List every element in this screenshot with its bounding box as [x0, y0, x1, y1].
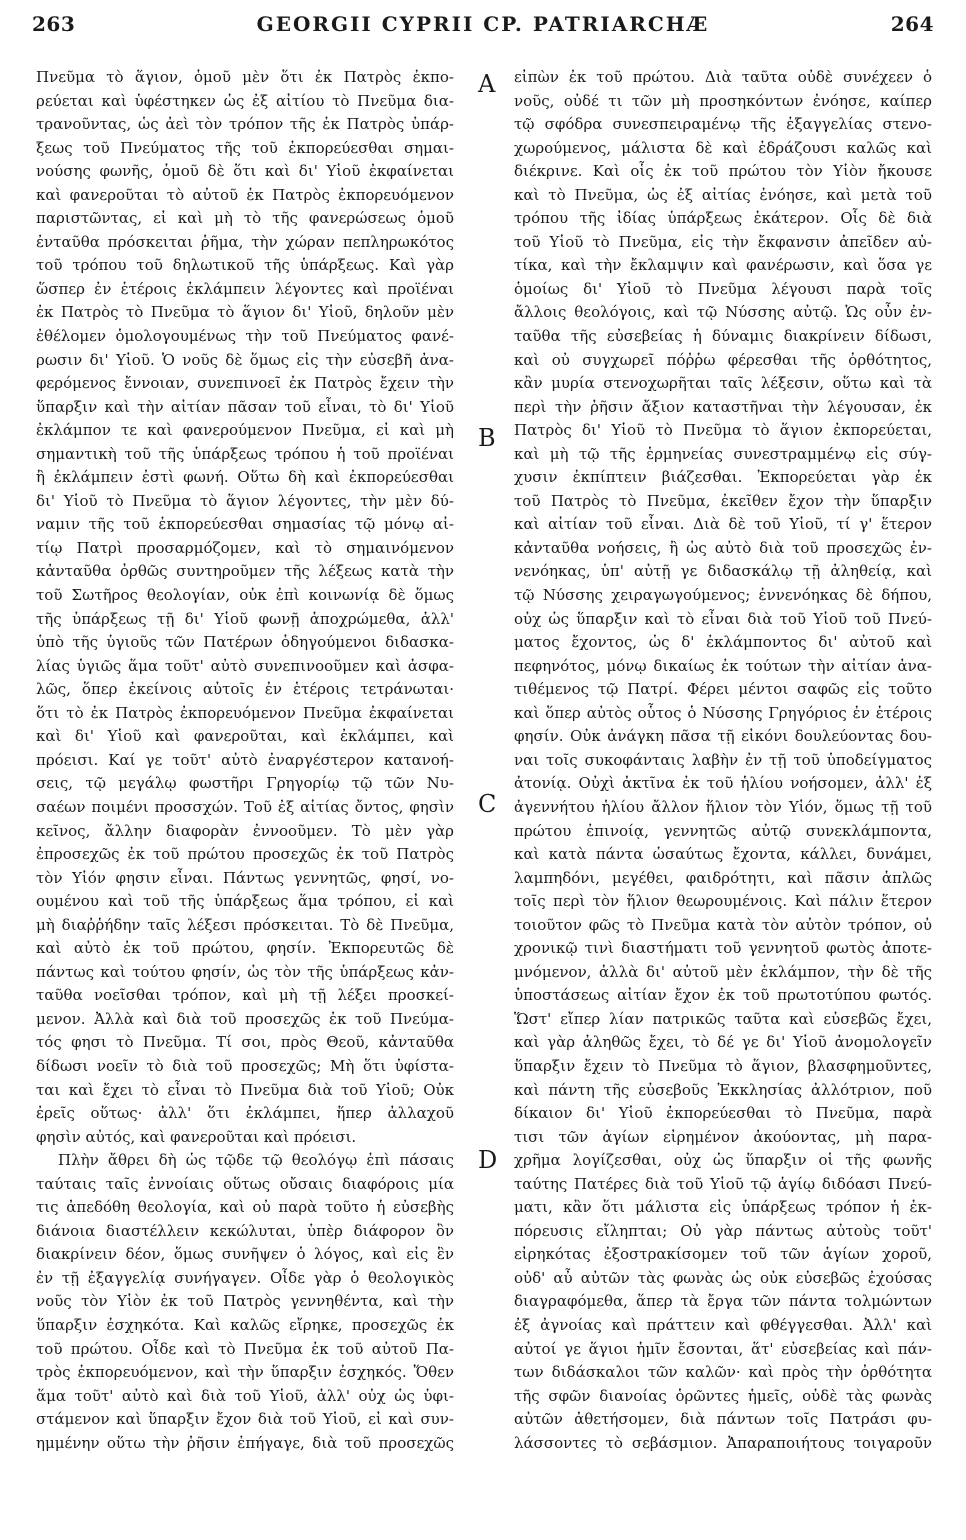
text-line: καὶ αὐτὸ ἐκ τοῦ πρώτου, φησίν. Ἐκπορευτῶς δὲ	[36, 939, 454, 958]
text-line: ἄλλοις θεολόγοις, καὶ τῷ Νύσσης αὐτῷ. Ὡς οὖν ἐν-	[514, 303, 932, 322]
text-line: τοῖς περὶ τὸν ἥλιον θεωρουμένοις. Καὶ πάλιν ἕτερον	[514, 892, 932, 911]
text-line: καὶ γὰρ ἀληθῶς ἔχει, τὸ δέ γε δι' Υἱοῦ ἀνομολογεῖν	[514, 1033, 932, 1052]
text-line: νενόηκας, ὑπ' αὐτῇ γε διδασκάλῳ τῇ ἀληθείᾳ, καὶ	[514, 562, 932, 581]
text-line: Πατρὸς δι' Υἱοῦ τὸ Πνεῦμα τὸ ἅγιον ἐκπορεύεται,	[514, 421, 932, 440]
text-line: ὁμοίως δι' Υἱοῦ τὸ Πνεῦμα λέγουσι παρὰ τοῖς	[514, 279, 932, 298]
text-line: ἐρεῖς οὕτως· ἀλλ' ὅτι ἐκλάμπει, ἥπερ ἀλλαχοῦ	[36, 1104, 454, 1123]
text-line: δίδωσι νοεῖν τὸ διὰ τοῦ προσεχῶς; Μὴ ὅτι ὑφίστα-	[36, 1056, 454, 1075]
text-line: νούσης φωνῆς, ὁμοῦ δὲ ὅτι καὶ δι' Υἱοῦ ἐκφαίνεται	[36, 162, 454, 181]
text-line: Ὥστ' εἴπερ λίαν πατρικῶς ταῦτα καὶ εὐσεβῶς ἔχει,	[514, 1009, 932, 1028]
text-line: ἐκλάμπον τε καὶ φανερούμενον Πνεῦμα, εἰ καὶ μὴ	[36, 421, 454, 440]
right-column	[514, 66, 932, 1455]
text-line: τρὸς ἐκπορευόμενον, καὶ τὴν ὕπαρξιν ἐσχηκός. Ὅθεν	[36, 1363, 454, 1382]
text-line: καὶ μὴ τῷ τῆς ἑρμηνείας συνεστραμμένῳ εἰς σύγ-	[514, 444, 932, 463]
text-line: χρῆμα λογίζεσθαι, οὐχ ὡς ὕπαρξιν οἱ τῆς φωνῆς	[514, 1151, 932, 1170]
text-line: ματος ἔχοντος, ὡς δ' ἐκλάμποντος δι' αὐτοῦ καὶ	[514, 633, 932, 652]
text-line: τίκα, καὶ τὴν ἔκλαμψιν καὶ φανέρωσιν, καὶ ὅσα γε	[514, 256, 932, 275]
text-line: κἀνταῦθα ὀρθῶς συντηροῦμεν τῆς λέξεως κατὰ τὴν	[36, 562, 454, 581]
text-line: Πλὴν ἄθρει δὴ ὡς τῷδε τῷ θεολόγῳ ἐπὶ πάσαις	[58, 1151, 454, 1170]
text-line: τιθέμενος τῷ Πατρί. Φέρει μέντοι σαφῶς εἰς τοῦτο	[514, 680, 932, 699]
text-line: ἀτονίᾳ. Οὐχὶ ἀκτῖνα ἐκ τοῦ ἡλίου νοήσομεν, ἀλλ' ἐξ	[514, 774, 932, 793]
page-number-right: 264	[890, 12, 934, 36]
text-line: κεῖνος, ἄλλην διαφορὰν ἐννοοῦμεν. Τὸ μὲν γὰρ	[36, 821, 454, 840]
text-line: τῆς σφῶν διανοίας ὁρῶντες ἡμεῖς, οὐδὲ τὰς φωνὰς	[514, 1386, 932, 1405]
text-line: μὴ διαῤῥήδην ταῖς λέξεσι πρόσκειται. Τὸ δὲ Πνεῦμα,	[36, 915, 454, 934]
text-line: ουμένου καὶ τοῦ τῆς ὑπάρξεως ἅμα τρόπου, εἰ καὶ	[36, 892, 454, 911]
text-line: κἀνταῦθα νοήσεις, ἢ ὡς αὐτὸ διὰ τοῦ προσεχῶς ἐν-	[514, 538, 932, 557]
text-line: σαέων ποιμένι προσσχών. Τοῦ ἐξ αἰτίας ὄντος, φησὶν	[36, 797, 454, 816]
text-line: τῷ Νύσσης χειραγωγούμενος; ἐννενόηκας δὲ δήπου,	[514, 586, 932, 605]
text-line: τῷ σφόδρα συνεσπειραμένῳ τῆς ἐξαγγελίας στενο-	[514, 115, 932, 134]
page-header	[32, 12, 934, 42]
text-line: στάμενον καὶ ὕπαρξιν ἔχον διὰ τοῦ Υἱοῦ, εἰ καὶ συν-	[36, 1410, 454, 1429]
text-line: δίκαιον δι' Υἱοῦ ἐκπορεύεσθαι τὸ Πνεῦμα, παρὰ	[514, 1104, 932, 1123]
text-line: ἐθέλομεν ὁμολογουμένως τὴν τοῦ Πνεύματος φανέ-	[36, 327, 454, 346]
text-line: νοῦς τὸν Υἱὸν ἐκ τοῦ Πατρὸς γεννηθέντα, καὶ τὴν	[36, 1292, 454, 1311]
text-line: αὐτῶν ἀθετήσομεν, διὰ πάντων τοῖς Πατράσι φυ-	[514, 1410, 932, 1429]
text-line: ται καὶ ἔχει τὸ εἶναι τὸ Πνεῦμα διὰ τοῦ Υἱοῦ; Οὐκ	[36, 1080, 454, 1099]
text-line: εἰρηκότας ἐξοστρακίσομεν τοῦ τῶν ἁγίων χοροῦ,	[514, 1245, 932, 1264]
text-line: ὥσπερ ἐν ἑτέροις ἐκλάμπειν λέγοντες καὶ προϊέναι	[36, 279, 454, 298]
text-line: ἐνταῦθα πρόσκειται ῥῆμα, τὴν χώραν πεπληρωκότος	[36, 232, 454, 251]
text-line: ὑπὸ τῆς ὑγιοῦς τῶν Πατέρων ὁδηγούμενοι διδασκα-	[36, 633, 454, 652]
text-line: τὸν Υἱόν φησιν εἶναι. Πάντως γεννητῶς, φησί, νο-	[36, 868, 454, 887]
text-line: πόρευσις εἴληπται; Οὐ γὰρ πάντως αὐτοὺς τοῦτ'	[514, 1221, 932, 1240]
text-line: ὕπαρξιν καὶ τὴν αἰτίαν πᾶσαν τοῦ εἶναι, τὸ δι' Υἱοῦ	[36, 397, 454, 416]
text-line: τοῦ τρόπου τοῦ δηλωτικοῦ τῆς ὑπάρξεως. Καὶ γὰρ	[36, 256, 454, 275]
text-line: χωρούμενος, μάλιστα δὲ καὶ ἐδράζουσι καλῶς καὶ	[514, 138, 932, 157]
text-line: λαμπηδόνι, μεγέθει, φαιδρότητι, καὶ πᾶσιν ἁπλῶς	[514, 868, 932, 887]
text-line: τρανοῦντας, ὡς ἀεὶ τὸν τρόπον τῆς ἐκ Πατρὸς ὑπάρ-	[36, 115, 454, 134]
page-number-left: 263	[32, 12, 76, 36]
text-line: διαγραφόμεθα, ἅπερ τὰ ἔργα τῶν πάντα τολμώντων	[514, 1292, 932, 1311]
text-line: τοῦ πρώτου. Οἶδε καὶ τὸ Πνεῦμα ἐκ τοῦ αὐτοῦ Πα-	[36, 1339, 454, 1358]
text-line: σημαντικὴ τοῦ τῆς ὑπάρξεως τρόπου ἡ τοῦ προϊέναι	[36, 444, 454, 463]
text-line: λῶς, ὅπερ ἐκείνοις αὐτοῖς ἐν ἑτέροις τετράνωται·	[36, 680, 454, 699]
section-marker-c: C	[478, 790, 497, 818]
text-line: δι' Υἱοῦ τὸ Πνεῦμα τὸ ἅγιον λέγοντες, τὴν μὲν δύ-	[36, 491, 454, 510]
text-line: διάνοια διαστέλλειν κεκώλυται, ὑπὲρ διάφορον ὂν	[36, 1221, 454, 1240]
text-line: καὶ δι' Υἱοῦ καὶ φανεροῦται, καὶ ἐκλάμπει, καὶ	[36, 727, 454, 746]
text-line: ματι, κἂν ὅτι μάλιστα εἰς ὑπάρξεως τρόπον ἡ ἐκ-	[514, 1198, 932, 1217]
text-line: ἀγεννήτου ἡλίου ἄλλον ἥλιον τὸν Υἱόν, ὅμως τῇ τοῦ	[514, 797, 932, 816]
text-line: ταῦθα τῆς εὐσεβείας ἡ δύναμις διακρίνειν δίδωσι,	[514, 327, 932, 346]
section-marker-a: A	[478, 70, 496, 98]
text-line: νοῦς, οὐδέ τι τῶν μὴ προσηκόντων ἐνόησε, καίπερ	[514, 91, 932, 110]
text-line: Πνεῦμα τὸ ἅγιον, ὁμοῦ μὲν ὅτι ἐκ Πατρὸς ἐκπο-	[36, 68, 454, 86]
section-marker-b: B	[478, 424, 496, 452]
text-line: διέκρινε. Καὶ οἷς ἐκ τοῦ πρώτου τὸν Υἱὸν ἤκουσε	[514, 162, 932, 181]
text-line: των διδάσκαλοι τῶν καλῶν· καὶ πρὸς τὴν ὀρθότητα	[514, 1363, 932, 1382]
text-line: πεφηνότος, μόνῳ δικαίως ἐκ τούτων τὴν αἰτίαν ἀνα-	[514, 656, 932, 675]
text-line: σεις, τῷ μεγάλῳ φωστῆρι Γρηγορίῳ τῷ τῶν Νυ-	[36, 774, 454, 793]
text-line: αὐτοί γε ἅγιοι ἡμῖν ἔσονται, ἅτ' εὐσεβείας καὶ πάν-	[514, 1339, 932, 1358]
text-line: καὶ τὸ Πνεῦμα, ὡς ἐξ αἰτίας ἐνόησε, καὶ μετὰ τοῦ	[514, 185, 932, 204]
section-marker-d: D	[478, 1146, 498, 1174]
text-line: τοῦ Σωτῆρος θεολογίαν, οὐκ ἐπὶ κοινωνίᾳ δὲ ὅμως	[36, 586, 454, 605]
text-line: οὐδ' αὖ αὐτῶν τὰς φωνὰς ὡς οὐκ εὐσεβῶς ἐχούσας	[514, 1268, 932, 1287]
text-line: καὶ ὅπερ αὐτὸς οὗτος ὁ Νύσσης Γρηγόριος ἐν ἑτέροις	[514, 703, 932, 722]
text-line: τοῦ Πατρὸς τὸ Πνεῦμα, ἐκεῖθεν ἔχον τὴν ὕπαρξιν	[514, 491, 932, 510]
text-line: ἢ ἐκλάμπειν ἐστὶ φωνή. Οὕτω δὴ καὶ ἐκπορεύεσθαι	[36, 468, 454, 487]
text-line: ταύταις ταῖς ἐννοίαις οὕτως οὔσαις διαφόροις μία	[36, 1174, 454, 1193]
text-line: οὐχ ὡς ὕπαρξιν καὶ τὸ εἶναι διὰ τοῦ Υἱοῦ τοῦ Πνεύ-	[514, 609, 932, 628]
text-line: διακρίνειν δέον, ὅμως συνῆψεν ὁ λόγος, καὶ εἰς ἓν	[36, 1245, 454, 1264]
text-line: περὶ τὴν ῥῆσιν ἄξιον καταστῆναι τὴν λέγουσαν, ἐκ	[514, 397, 932, 416]
text-line: ἐκ Πατρὸς τὸ Πνεῦμα τὸ ἅγιον δι' Υἱοῦ, δηλοῦν μὲν	[36, 303, 454, 322]
text-line: κἂν μυρία στενοχωρῆται ταῖς λέξεσιν, οὕτω καὶ τὰ	[514, 374, 932, 393]
text-line: ναμιν τῆς τοῦ ἐκπορεύεσθαι σημασίας τῷ μόνῳ αἰ-	[36, 515, 454, 534]
text-line: φησὶν αὐτός, καὶ φανεροῦται καὶ πρόεισι.	[36, 1127, 357, 1146]
text-line: χυσιν ἐκπίπτειν βιάζεσθαι. Ἐκπορεύεται γὰρ ἐκ	[514, 468, 932, 487]
text-line: καὶ κατὰ πάντα ὡσαύτως ἔχοντα, κάλλει, δυνάμει,	[514, 845, 932, 864]
text-line: φερόμενος ἔννοιαν, συνεπινοεῖ ἐκ Πατρὸς ἔχειν τὴν	[36, 374, 454, 393]
text-line: ναι τοῖς συκοφάνταις λαβὴν ἐν τῇ τοῦ ὑποδείγματος	[514, 750, 932, 769]
text-line: εἰπὼν ἐκ τοῦ πρώτου. Διὰ ταῦτα οὐδὲ συνέχεεν ὁ	[514, 68, 932, 86]
text-line: ὅτι τὸ ἐκ Πατρὸς ἐκπορευόμενον Πνεῦμα ἐκφαίνεται	[36, 703, 454, 722]
text-line: ημμένην οὕτω τὴν ῥῆσιν ἐπήγαγε, διὰ τοῦ προσεχῶς	[36, 1433, 454, 1452]
text-line: ρωσιν δι' Υἱοῦ. Ὁ νοῦς δὲ ὅμως εἰς τὴν εὐσεβῆ ἀνα-	[36, 350, 454, 369]
text-line: τις ἀπεδόθη θεολογία, καὶ οὐ παρὰ τοῦτο ἡ εὐσεβὴς	[36, 1198, 454, 1217]
text-line: ὕπαρξιν ἔχειν τὸ Πνεῦμα τὸ ἅγιον, βλασφημοῦντες,	[514, 1056, 932, 1075]
text-line: ἐν τῇ ἐξαγγελίᾳ συνήγαγεν. Οἶδε γὰρ ὁ θεολογικὸς	[36, 1268, 454, 1287]
text-line: ἐξ ἀγνοίας καὶ πράττειν καὶ φθέγγεσθαι. Ἀλλ' καὶ	[514, 1315, 932, 1334]
text-line: ὑποστάσεως αἰτίαν ἔχον ἐκ τοῦ πρωτοτύπου φωτός.	[514, 986, 932, 1005]
text-line: τοιοῦτον φῶς τὸ Πνεῦμα κατὰ τὸν αὐτὸν τρόπον, οὐ	[514, 915, 932, 934]
text-line: μνόμενον, ἀλλὰ δι' αὐτοῦ μὲν ἐκλάμπον, τὴν δὲ τῆς	[514, 962, 932, 981]
text-line: τῆς ὑπάρξεως τῇ δι' Υἱοῦ φωνῇ ἀποχρώμεθα, ἀλλ'	[36, 609, 454, 628]
text-line: χρονικῷ τινὶ διαστήματι τοῦ γεννητοῦ φωτὸς ἀποτε-	[514, 939, 932, 958]
text-line: καὶ οὐ συγχωρεῖ πόῤῥω φέρεσθαι τῆς ὀρθότητος,	[514, 350, 932, 369]
text-line: φησίν. Οὐκ ἀνάγκη πᾶσα τῇ εἰκόνι δουλεύοντας δου-	[514, 727, 932, 746]
text-line: ἐπροσεχῶς ἐκ τοῦ πρώτου προσεχῶς ἐκ τοῦ Πατρὸς	[36, 845, 454, 864]
running-title: GEORGII CYPRII CP. PATRIARCHÆ	[256, 12, 710, 36]
text-line: πάντως καὶ τούτου φησίν, ὡς τὸν τῆς ὑπάρξεως κἀν-	[36, 962, 454, 981]
left-column	[36, 66, 454, 1455]
text-line: λίας ὑγιῶς ἅμα τοῦτ' αὐτὸ συνεπινοοῦμεν καὶ ἀσφα-	[36, 656, 454, 675]
text-line: πρόεισι. Καί γε τοῦτ' αὐτὸ ἐναργέστερον κατανοή-	[36, 750, 454, 769]
text-line: τρόπου τῆς ἰδίας ὑπάρξεως ἑκάτερον. Οἷς δὲ διὰ	[514, 209, 932, 228]
text-line: ταύτης Πατέρες διὰ τοῦ Υἱοῦ τῷ ἁγίῳ διδόασι Πνεύ-	[514, 1174, 932, 1193]
text-line: ὕπαρξιν ἐσχηκότα. Καὶ καλῶς εἴρηκε, προσεχῶς ἐκ	[36, 1315, 454, 1334]
text-line: ξεως τοῦ Πνεύματος τῆς τοῦ ἐκπορεύεσθαι σημαι-	[36, 138, 454, 157]
text-line: ἅμα τοῦτ' αὐτὸ καὶ διὰ τοῦ Υἱοῦ, ἀλλ' οὐχ ὡς ὑφι-	[36, 1386, 454, 1405]
text-line: καὶ αἰτίαν τοῦ εἶναι. Διὰ δὲ τοῦ Υἱοῦ, τί γ' ἕτερον	[514, 515, 932, 534]
text-line: τίῳ Πατρὶ προσαρμόζομεν, καὶ τὸ σημαινόμενον	[36, 538, 454, 557]
text-line: πρώτου ἐπινοίᾳ, γεννητῶς αὐτῷ συνεκλάμποντα,	[514, 821, 932, 840]
text-line: παριστῶντας, εἰ καὶ μὴ τὸ τῆς φανερώσεως ὁμοῦ	[36, 209, 454, 228]
text-line: τός φησι τὸ Πνεῦμα. Τί σοι, πρὸς Θεοῦ, κἀνταῦθα	[36, 1033, 454, 1052]
text-line: ρεύεται καὶ ὑφέστηκεν ὡς ἐξ αἰτίου τὸ Πνεῦμα δια-	[36, 91, 454, 110]
text-line: λάσσοντες τὸ σεβάσμιον. Ἀπαραποιήτους τοιγαροῦν	[514, 1433, 932, 1452]
text-line: μενον. Ἀλλὰ καὶ διὰ τοῦ προσεχῶς ἐκ τοῦ Πνεύμα-	[36, 1009, 454, 1028]
text-line: τισι τῶν ἁγίων εἰρημένον ἀκούοντας, μὴ παρα-	[514, 1127, 932, 1146]
text-line: καὶ πάντη τῆς εὐσεβοῦς Ἐκκλησίας ἀλλότριον, ποῦ	[514, 1080, 932, 1099]
text-line: τοῦ Υἱοῦ τὸ Πνεῦμα, εἰς τὴν ἔκφανσιν ἀπεῖδεν αὐ-	[514, 232, 932, 251]
text-line: καὶ φανεροῦται τὸ αὐτοῦ ἐκ Πατρὸς ἐκπορευόμενον	[36, 185, 454, 204]
text-line: ταῦθα νοεῖσθαι τρόπον, καὶ μὴ τῇ λέξει προσκεί-	[36, 986, 454, 1005]
